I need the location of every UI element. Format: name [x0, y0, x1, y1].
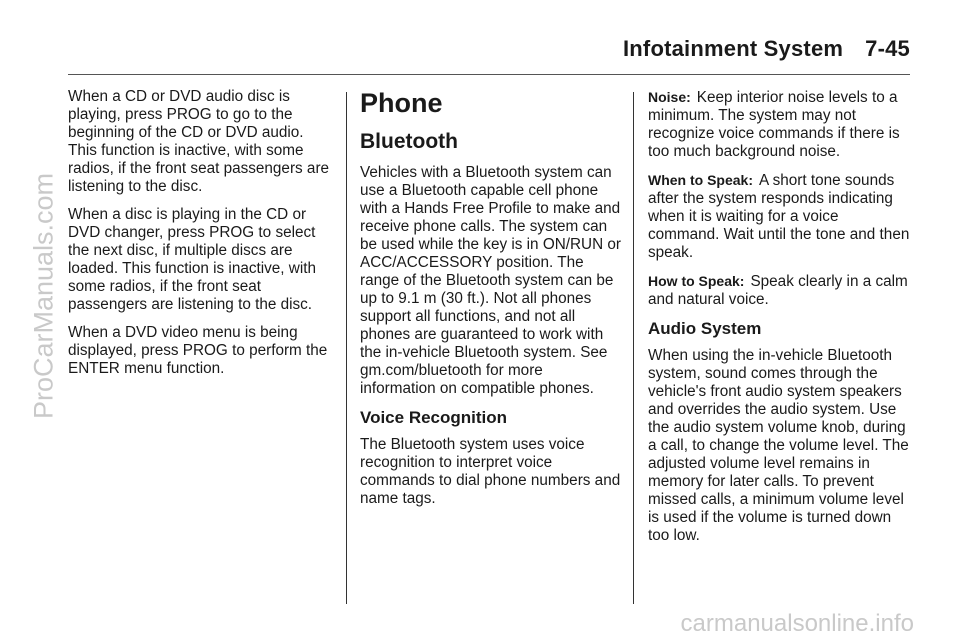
watermark-left: ProCarManuals.com	[28, 172, 59, 420]
when-paragraph	[648, 171, 913, 262]
section-title-phone: Phone	[360, 88, 443, 118]
when-text: A short tone sounds after the system responds indicating when it is waiting for a voice command. Wait until the tone and then speak.	[648, 172, 910, 261]
heading-voice-recognition: Voice Recognition	[360, 408, 508, 427]
page-header	[623, 36, 910, 62]
column-2	[360, 88, 622, 518]
subsection-title-bluetooth: Bluetooth	[360, 130, 458, 153]
how-paragraph	[648, 272, 913, 309]
voice-paragraph: The Bluetooth system uses voice recognition to interpret voice commands to dial phone numbers and name tags.	[360, 436, 621, 507]
term-when-to-speak: When to Speak:	[648, 172, 754, 188]
audio-paragraph: When using the in-vehicle Bluetooth system, sound comes through the vehicle's front audio system speakers and overrides the audio system. Use the audio system volume knob, during a call, to change the volume level. The adjusted volume level remains in memory for later calls. To prevent missed calls, a minimum volume level is used if the volume is turned down too low.	[648, 347, 909, 544]
paragraph: When a CD or DVD audio disc is playing, press PROG to go to the beginning of the CD or DVD audio. This function is inactive, with some radios, if the front seat passengers are listening to the disc.	[68, 88, 330, 195]
column-divider-2	[633, 92, 634, 604]
how-text: Speak clearly in a calm and natural voice.	[648, 273, 908, 308]
bluetooth-paragraph: Vehicles with a Bluetooth system can use a Bluetooth capable cell phone with a Hands Free Profile to make and receive phone calls. The system can be used while the key is in ON/RUN or ACC/ACCESSORY position. The range of the Bluetooth system can be up to 9.1 m (30 ft.). Not all phones support all functions, and not all phones are guaranteed to work with the in-vehicle Bluetooth system. See gm.com/bluetooth for more information on compatible phones.	[360, 164, 622, 397]
column-3	[648, 88, 913, 555]
paragraph: When a DVD video menu is being displayed, press PROG to perform the ENTER menu function.	[68, 324, 328, 377]
heading-audio-system: Audio System	[648, 319, 762, 338]
term-how-to-speak: How to Speak:	[648, 273, 745, 289]
watermark-bottom: carmanualsonline.info	[680, 610, 914, 637]
column-divider-1	[346, 92, 347, 604]
header-title: Infotainment System	[622, 36, 844, 61]
paragraph: When a disc is playing in the CD or DVD changer, press PROG to select the next disc, if multiple discs are loaded. This function is inactive, with some radios, if the front seat passengers are listening to the disc.	[68, 206, 316, 313]
column-1	[68, 88, 330, 388]
term-noise: Noise:	[648, 89, 691, 105]
page-number: 7-45	[865, 36, 910, 61]
noise-paragraph	[648, 88, 913, 161]
header-rule	[68, 74, 910, 75]
noise-text: Keep interior noise levels to a minimum. The system may not recognize voice commands if there is too much background noise.	[648, 89, 900, 160]
